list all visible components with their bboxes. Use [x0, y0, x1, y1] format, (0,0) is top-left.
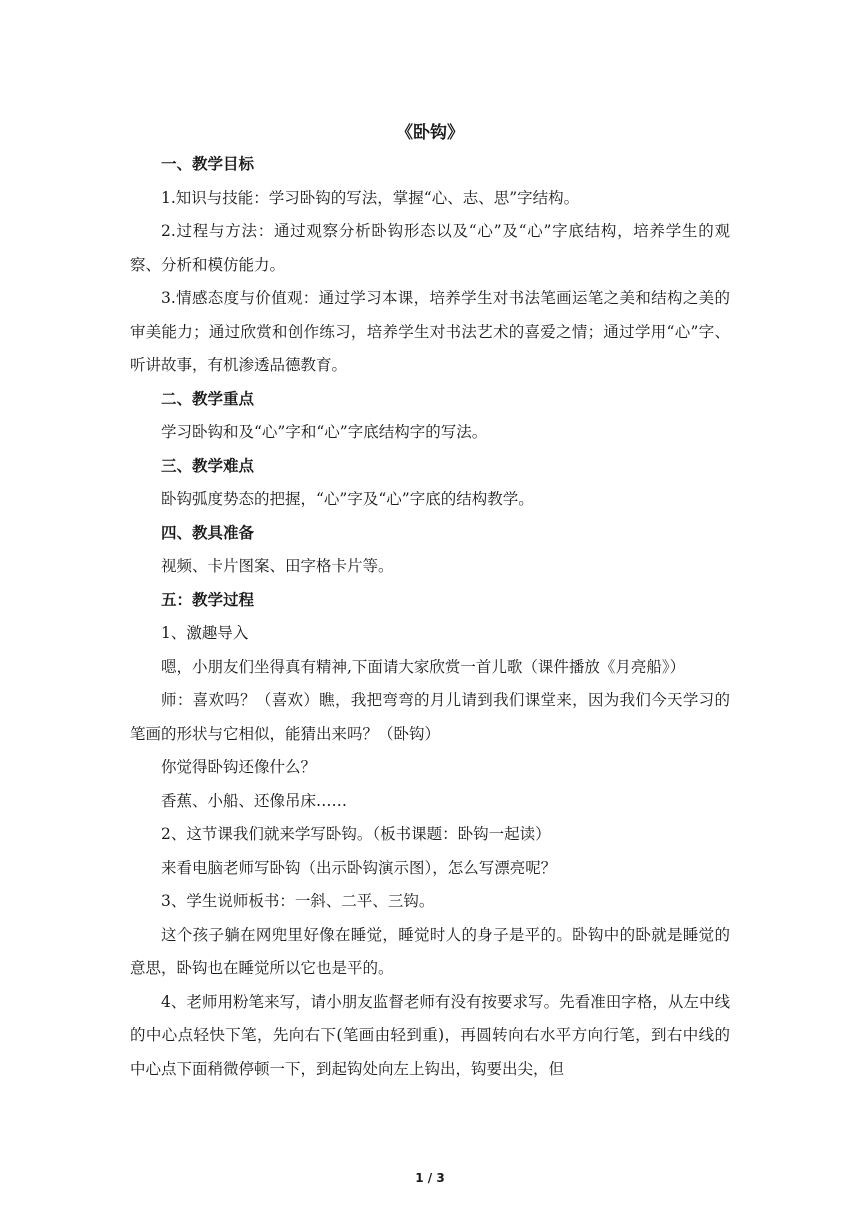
paragraph: 1、激趣导入	[161, 624, 249, 642]
paragraph: 2.过程与方法：通过观察分析卧钩形态以及“心”及“心”字底结构，培养学生的观察、分析和模仿能力。	[130, 222, 730, 274]
paragraph: 4、老师用粉笔来写，请小朋友监督老师有没有按要求写。先看准田字格，从左中线的中心点轻快下笔，先向右下(笔画由轻到重)，再圆转向右水平方向行笔，到右中线的中心点下面稍微停顿一下，到起钩处向左上钩出，钩要出尖，但	[130, 992, 730, 1078]
paragraph: 这个孩子躺在网兜里好像在睡觉，睡觉时人的身子是平的。卧钩中的卧就是睡觉的意思，卧钩也在睡觉所以它也是平的。	[130, 925, 730, 977]
paragraph: 2、这节课我们就来学写卧钩。（板书课题：卧钩一起读）	[161, 825, 551, 843]
paragraph: 香蕉、小船、还像吊床……	[161, 791, 348, 810]
paragraph: 卧钩弧度势态的把握，“心”字及“心”字底的结构教学。	[161, 490, 534, 508]
paragraph: 师：喜欢吗？（喜欢）瞧，我把弯弯的月儿请到我们课堂来，因为我们今天学习的笔画的形状与它相似，能猜出来吗？（卧钩）	[130, 691, 730, 743]
paragraph: 你觉得卧钩还像什么？	[161, 758, 317, 776]
document-body	[130, 148, 730, 1086]
paragraph: 来看电脑老师写卧钩（出示卧钩演示图），怎么写漂亮呢？	[161, 858, 557, 877]
document-title: 《卧钩》	[396, 123, 464, 143]
paragraph: 3、学生说师板书：一斜、二平、三钩。	[161, 892, 435, 910]
section-heading: 五：教学过程	[161, 590, 255, 609]
paragraph: 3.情感态度与价值观：通过学习本课，培养学生对书法笔画运笔之美和结构之美的审美能力；通过欣赏和创作练习，培养学生对书法艺术的喜爱之情；通过学用“心”字、听讲故事，有机渗透品德教育。	[130, 289, 730, 374]
section-heading: 一、教学目标	[161, 155, 255, 173]
section-heading: 四、教具准备	[161, 523, 255, 542]
section-heading: 三、教学难点	[161, 456, 255, 475]
page-number: 1 / 3	[415, 1171, 445, 1185]
section-heading: 二、教学重点	[161, 389, 255, 408]
paragraph: 学习卧钩和及“心”字和“心”字底结构字的写法。	[161, 423, 488, 441]
paragraph: 嗯，小朋友们坐得真有精神,下面请大家欣赏一首儿歌（课件播放《月亮船》）	[161, 657, 686, 676]
paragraph: 1.知识与技能：学习卧钩的写法，掌握“心、志、思”字结构。	[161, 188, 580, 207]
paragraph: 视频、卡片图案、田字格卡片等。	[161, 557, 394, 575]
